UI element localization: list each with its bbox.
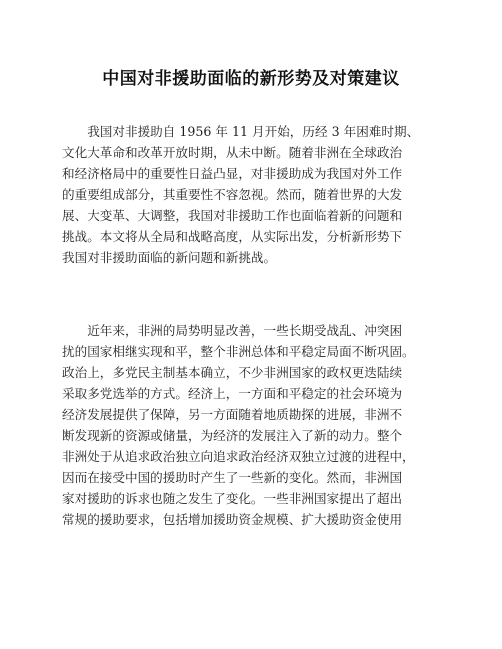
paragraph-line: 经济发展提供了保障，另一方面随着地质勘探的进展，非洲不 [62, 407, 403, 422]
document-title: 中国对非援助面临的新形势及对策建议 [102, 69, 400, 89]
paragraph-1 [62, 121, 446, 268]
paragraph-line: 因而在接受中国的援助时产生了一些新的变化。然而，非洲国 [62, 470, 403, 485]
paragraph-line: 展、大变革、大调整，我国对非援助工作也面临着新的问题和 [62, 208, 403, 223]
paragraph-2 [62, 320, 446, 530]
paragraph-line: 非洲处于从追求政治独立向追求政治经济双独立过渡的进程中， [62, 449, 415, 464]
paragraph-line: 我国对非援助面临的新问题和新挑战。 [62, 250, 277, 265]
paragraph-line: 挑战。本文将从全局和战略高度，从实际出发，分析新形势下 [62, 229, 403, 244]
paragraph-line: 的重要组成部分，其重要性不容忽视。然而，随着世界的大发 [62, 187, 403, 202]
paragraph-line: 文化大革命和改革开放时期，从未中断。随着非洲在全球政治 [62, 145, 403, 160]
paragraph-line: 政治上，多党民主制基本确立，不少非洲国家的政权更迭陆续 [62, 365, 403, 380]
paragraph-line: 和经济格局中的重要性日益凸显，对非援助成为我国对外工作 [62, 166, 403, 181]
paragraph-line: 近年来，非洲的局势明显改善，一些长期受战乱、冲突困 [62, 323, 403, 338]
paragraph-line: 采取多党选举的方式。经济上，一方面和平稳定的社会环境为 [62, 386, 403, 401]
paragraph-line: 家对援助的诉求也随之发生了变化。一些非洲国家提出了超出 [62, 491, 403, 506]
paragraph-line: 我国对非援助自 1956 年 11 月开始，历经 3 年困难时期、 [62, 124, 420, 139]
paragraph-line: 扰的国家相继实现和平，整个非洲总体和平稳定局面不断巩固。 [62, 344, 415, 359]
paragraph-line: 常规的援助要求，包括增加援助资金规模、扩大援助资金使用 [62, 512, 403, 527]
paragraph-line: 断发现新的资源或储量，为经济的发展注入了新的动力。整个 [62, 428, 403, 443]
